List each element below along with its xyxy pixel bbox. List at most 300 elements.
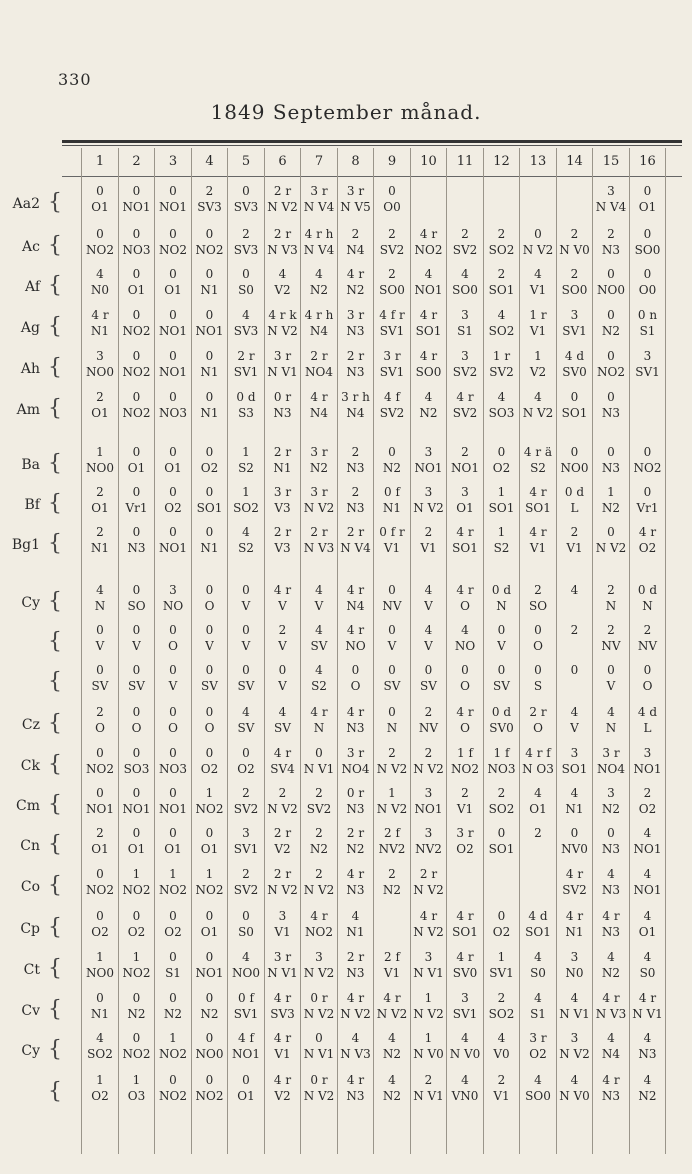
observation-cell: [411, 745, 447, 777]
observation-cell: [411, 226, 447, 258]
observation-cell: [192, 524, 228, 556]
cloud-value: 0: [205, 583, 214, 597]
cloud-value: 4: [242, 950, 250, 964]
wind-value: SV1: [489, 966, 514, 980]
cloud-value: 4 r: [346, 583, 365, 597]
observation-cell: [228, 389, 264, 421]
wind-value: O1: [127, 283, 146, 297]
observation-cell: [82, 785, 118, 817]
wind-value: N1: [200, 283, 219, 297]
wind-value: V: [278, 639, 287, 653]
station-name: Cy: [21, 595, 40, 611]
cloud-value: 0 r: [310, 1073, 328, 1087]
observation-cell: [301, 348, 337, 380]
cloud-value: 4: [497, 390, 506, 404]
cloud-value: 2: [643, 786, 652, 800]
cloud-value: 3 r h: [341, 390, 370, 404]
observation-cell: [557, 444, 593, 476]
station-name: Bf: [24, 497, 40, 513]
observation-cell: [192, 226, 228, 258]
wind-value: O: [95, 721, 105, 735]
day-header-8: 8: [351, 154, 360, 169]
wind-value: O: [168, 639, 178, 653]
cloud-value: 0 f r: [379, 525, 405, 539]
wind-value: SV3: [233, 324, 259, 338]
cloud-value: 0: [534, 663, 542, 677]
cloud-value: 4 r: [638, 525, 657, 539]
cloud-value: 3: [461, 485, 469, 499]
cloud-value: 3: [315, 950, 323, 964]
observation-cell: [520, 524, 556, 556]
observation-cell: [265, 949, 301, 981]
cloud-value: 4: [607, 705, 615, 719]
wind-value: SV1: [562, 324, 587, 338]
wind-value: O2: [456, 842, 474, 856]
cloud-value: 0: [132, 991, 141, 1005]
observation-cell: [484, 908, 520, 940]
wind-value: NO1: [159, 324, 187, 338]
observation-cell: [228, 662, 264, 694]
cloud-value: 1: [242, 485, 250, 499]
observation-cell: [119, 582, 155, 614]
cloud-value: 4 r: [602, 991, 620, 1005]
wind-value: V1: [456, 802, 474, 816]
wind-value: V1: [274, 1047, 291, 1061]
station-name: Cn: [20, 838, 40, 854]
observation-cell: [192, 949, 228, 981]
day-header-12: 12: [493, 154, 510, 169]
cloud-value: 0: [643, 485, 652, 499]
observation-cell: [338, 949, 374, 981]
cloud-value: 0: [169, 227, 177, 241]
cloud-value: 0: [132, 623, 141, 637]
observation-cell: [192, 389, 228, 421]
cloud-value: 2: [351, 227, 360, 241]
cloud-value: 0: [132, 485, 141, 499]
wind-value: NO1: [159, 802, 187, 816]
cloud-value: 3 r: [273, 950, 292, 964]
cloud-value: 4 r: [638, 991, 657, 1005]
observation-cell: [301, 825, 337, 857]
wind-value: S0: [238, 283, 254, 297]
row-brace: {: [48, 1079, 62, 1104]
cloud-value: 4: [497, 308, 506, 322]
cloud-value: 0: [205, 390, 214, 404]
wind-value: N1: [90, 1007, 110, 1021]
wind-value: N: [642, 599, 653, 613]
cloud-value: 4: [534, 390, 542, 404]
cloud-value: 2 r: [273, 184, 292, 198]
wind-value: NO1: [414, 283, 443, 297]
cloud-value: 4: [461, 1031, 469, 1045]
wind-value: SV3: [233, 243, 259, 257]
cloud-value: 0: [315, 1031, 323, 1045]
observation-cell: [411, 622, 447, 654]
cloud-value: 2: [461, 445, 469, 459]
wind-value: N3: [346, 966, 365, 980]
cloud-value: 0: [169, 184, 177, 198]
wind-value: NO2: [122, 365, 151, 379]
cloud-value: 0: [607, 267, 615, 281]
cloud-value: 3: [570, 1031, 579, 1045]
wind-value: NO: [454, 639, 476, 653]
wind-value: O1: [91, 501, 109, 515]
observation-cell: [520, 1072, 556, 1104]
observation-cell: [228, 484, 264, 516]
observation-cell: [301, 524, 337, 556]
observation-cell: [630, 266, 666, 298]
observation-cell: [228, 990, 264, 1022]
wind-value: NO2: [451, 762, 479, 776]
cloud-value: 2 r: [346, 826, 365, 840]
observation-cell: [119, 484, 155, 516]
wind-value: N2: [200, 1007, 219, 1021]
observation-cell: [155, 785, 191, 817]
cloud-value: 4: [461, 1073, 469, 1087]
cloud-value: 3 r: [529, 1031, 547, 1045]
cloud-value: 4: [570, 1073, 579, 1087]
cloud-value: 2 r: [346, 525, 365, 539]
wind-value: NO2: [633, 461, 662, 475]
wind-value: SO1: [196, 501, 223, 515]
wind-value: N: [605, 599, 617, 613]
wind-value: [520, 199, 556, 215]
cloud-value: 4: [534, 786, 542, 800]
wind-value: NO2: [159, 1047, 187, 1061]
wind-value: SO0: [561, 283, 588, 297]
cloud-value: 4: [570, 991, 579, 1005]
observation-cell: [192, 444, 228, 476]
observation-cell: [484, 266, 520, 298]
wind-value: O2: [91, 925, 109, 939]
wind-value: O3: [127, 1089, 146, 1103]
observation-cell: [484, 662, 520, 694]
observation-cell: [265, 785, 301, 817]
wind-value: O2: [200, 762, 219, 776]
wind-value: NO1: [633, 762, 662, 776]
observation-cell: [155, 226, 191, 258]
row-brace: {: [48, 997, 62, 1022]
observation-cell: [301, 745, 337, 777]
cloud-value: 0: [497, 445, 506, 459]
cloud-value: 1 f: [457, 746, 473, 760]
cloud-value: 4 r: [346, 1073, 365, 1087]
observation-cell: [155, 582, 191, 614]
wind-value: O1: [200, 925, 219, 939]
observation-cell: [374, 266, 410, 298]
wind-value: NO1: [232, 1047, 260, 1061]
cloud-value: 3: [570, 308, 579, 322]
wind-value: O: [460, 721, 470, 735]
cloud-value: 1: [424, 1031, 433, 1045]
wind-value: SO1: [488, 842, 515, 856]
row-brace: {: [48, 190, 62, 215]
observation-cell: [447, 1030, 483, 1062]
observation-cell: [192, 1072, 228, 1104]
observation-cell: [155, 745, 191, 777]
observation-cell: [630, 444, 666, 476]
station-name: Af: [24, 279, 40, 295]
day-header-1: 1: [95, 154, 105, 169]
cloud-value: 2: [388, 867, 396, 881]
wind-value: NO1: [86, 802, 114, 816]
cloud-value: 0: [205, 826, 214, 840]
top-rule-thick: [62, 140, 682, 143]
observation-cell: [520, 745, 556, 777]
observation-cell: [411, 582, 447, 614]
observation-cell: [265, 444, 301, 476]
observation-cell: [520, 266, 556, 298]
wind-value: N V2: [303, 501, 335, 515]
cloud-value: 2: [242, 786, 250, 800]
observation-cell: [155, 524, 191, 556]
row-brace: {: [48, 491, 62, 516]
cloud-value: 0: [96, 663, 104, 677]
cloud-value: 0: [205, 267, 214, 281]
observation-cell: [411, 704, 447, 736]
wind-value: O: [204, 721, 215, 735]
observation-cell: [374, 226, 410, 258]
day-header-5: 5: [241, 154, 251, 169]
wind-value: SO0: [525, 1089, 551, 1103]
wind-value: SO0: [379, 283, 405, 297]
observation-cell: [301, 866, 337, 898]
cloud-value: 1: [96, 445, 104, 459]
observation-cell: [593, 1072, 629, 1104]
observation-cell: [593, 908, 629, 940]
cloud-value: 0 f: [384, 485, 400, 499]
cloud-value: 4 r: [565, 867, 584, 881]
cloud-value: 4 r: [273, 583, 292, 597]
wind-value: N2: [419, 406, 438, 420]
cloud-value: 0: [169, 308, 177, 322]
cloud-value: 1 r: [529, 308, 547, 322]
wind-value: SO0: [415, 365, 442, 379]
cloud-value: 2: [570, 267, 579, 281]
station-name: Cz: [21, 717, 40, 733]
wind-value: NO4: [305, 365, 333, 379]
observation-cell: [82, 949, 118, 981]
wind-value: NO2: [122, 406, 151, 420]
cloud-value: 4: [643, 909, 652, 923]
wind-value: N V2: [267, 200, 298, 214]
wind-value: N V3: [340, 1047, 371, 1061]
observation-cell: [630, 745, 666, 777]
wind-value: N V1: [303, 1047, 335, 1061]
wind-value: S1: [530, 1007, 546, 1021]
observation-cell: [301, 266, 337, 298]
wind-value: SV1: [233, 842, 259, 856]
cloud-value: 0: [242, 583, 250, 597]
cloud-value: 3 r: [346, 308, 365, 322]
cloud-value: [447, 866, 483, 882]
wind-value: NO3: [122, 243, 151, 257]
observation-cell: [338, 990, 374, 1022]
cloud-value: 4 r: [456, 705, 474, 719]
wind-value: N V1: [267, 966, 298, 980]
observation-cell: [155, 389, 191, 421]
observation-cell: [411, 908, 447, 940]
wind-value: V1: [420, 541, 437, 555]
observation-cell: [630, 1072, 666, 1104]
day-header-6: 6: [278, 154, 287, 169]
observation-cell: [374, 745, 410, 777]
cloud-value: 4 r h: [304, 308, 334, 322]
wind-value: N2: [309, 842, 329, 856]
observation-cell: [265, 866, 301, 898]
wind-value: SO: [127, 599, 146, 613]
observation-cell: [374, 990, 410, 1022]
wind-value: V: [497, 639, 506, 653]
cloud-value: 4: [534, 267, 542, 281]
cloud-value: 4 r: [273, 1031, 292, 1045]
wind-value: N V4: [595, 200, 627, 214]
wind-value: NV: [637, 639, 658, 653]
observation-cell: [557, 622, 593, 654]
observation-cell: [192, 866, 228, 898]
cloud-value: 4 r: [602, 1073, 620, 1087]
observation-cell: [411, 524, 447, 556]
cloud-value: [557, 183, 593, 199]
observation-cell: [82, 183, 118, 215]
row-brace: {: [48, 711, 62, 736]
wind-value: N3: [346, 461, 365, 475]
cloud-value: 0: [132, 390, 141, 404]
cloud-value: [374, 908, 410, 924]
wind-value: SO1: [525, 925, 551, 939]
observation-cell: [630, 825, 666, 857]
observation-cell: [228, 866, 264, 898]
observation-cell: [228, 704, 264, 736]
observation-cell: [447, 825, 483, 857]
cloud-value: 0 d: [564, 485, 585, 499]
wind-value: O1: [91, 200, 109, 214]
wind-value: SO1: [561, 406, 588, 420]
wind-value: N3: [638, 1047, 657, 1061]
wind-value: N: [313, 721, 325, 735]
cloud-value: 0 r: [310, 991, 328, 1005]
cloud-value: 0: [169, 663, 177, 677]
wind-value: N V0: [449, 1047, 481, 1061]
cloud-value: 3 r: [346, 184, 365, 198]
wind-value: NV0: [561, 842, 588, 856]
observation-cell: [593, 389, 629, 421]
station-name: Bg1: [11, 537, 40, 553]
observation-cell: [374, 662, 410, 694]
observation-cell: [520, 866, 556, 898]
cloud-value: 0: [96, 909, 104, 923]
observation-cell: [119, 307, 155, 339]
observation-cell: [119, 389, 155, 421]
cloud-value: 4 r: [273, 746, 292, 760]
wind-value: O: [460, 679, 470, 693]
observation-cell: [192, 183, 228, 215]
observation-cell: [82, 582, 118, 614]
wind-value: V3: [274, 541, 291, 555]
wind-value: N V2: [413, 501, 444, 515]
observation-cell: [265, 825, 301, 857]
observation-cell: [119, 444, 155, 476]
observation-cell: [630, 524, 666, 556]
wind-value: S2: [493, 541, 510, 555]
observation-cell: [228, 1030, 264, 1062]
cloud-value: 0 n: [637, 308, 658, 322]
cloud-value: 4: [96, 583, 104, 597]
day-header-15: 15: [602, 154, 620, 169]
observation-cell: [82, 990, 118, 1022]
observation-cell: [630, 307, 666, 339]
observation-cell: [630, 389, 666, 421]
wind-value: N3: [601, 461, 621, 475]
cloud-value: 3: [424, 485, 433, 499]
cloud-value: 0: [132, 746, 141, 760]
wind-value: N V0: [413, 1047, 444, 1061]
cloud-value: 0: [169, 485, 177, 499]
cloud-value: 2: [570, 623, 579, 637]
cloud-value: 4 r ä: [523, 445, 553, 459]
cloud-value: 0 r: [273, 390, 292, 404]
wind-value: N V2: [413, 1007, 444, 1021]
observation-cell: [484, 949, 520, 981]
day-header-16: 16: [639, 154, 656, 169]
observation-cell: [520, 622, 556, 654]
cloud-value: 4: [315, 583, 323, 597]
observation-cell: [228, 825, 264, 857]
cloud-value: 4 r: [346, 991, 365, 1005]
day-header-4: 4: [205, 154, 214, 169]
wind-value: NO2: [122, 883, 151, 897]
wind-value: O1: [237, 1089, 255, 1103]
observation-cell: [374, 908, 410, 940]
cloud-value: 0: [169, 445, 177, 459]
cloud-value: 4 f r: [379, 308, 405, 322]
cloud-value: 4 r: [419, 308, 438, 322]
wind-value: N0: [565, 966, 584, 980]
observation-cell: [374, 524, 410, 556]
cloud-value: 2: [461, 786, 469, 800]
cloud-value: 3: [96, 349, 104, 363]
observation-cell: [82, 745, 118, 777]
cloud-value: 0: [570, 445, 579, 459]
observation-cell: [630, 785, 666, 817]
observation-cell: [155, 444, 191, 476]
wind-value: N V0: [559, 243, 590, 257]
wind-value: [484, 882, 520, 898]
wind-value: N2: [601, 802, 621, 816]
cloud-value: 0: [169, 786, 177, 800]
observation-cell: [301, 226, 337, 258]
wind-value: O1: [91, 842, 109, 856]
cloud-value: 3 r: [310, 485, 328, 499]
wind-value: NV: [418, 721, 439, 735]
cloud-value: 2: [205, 184, 214, 198]
cloud-value: 2 f: [384, 826, 400, 840]
observation-cell: [593, 183, 629, 215]
observation-cell: [119, 785, 155, 817]
wind-value: NO4: [597, 762, 625, 776]
cloud-value: 0: [643, 445, 652, 459]
wind-value: N3: [346, 365, 365, 379]
observation-cell: [411, 662, 447, 694]
observation-cell: [593, 348, 629, 380]
observation-cell: [447, 745, 483, 777]
wind-value: O2: [492, 461, 511, 475]
cloud-value: 4 r: [91, 308, 109, 322]
observation-cell: [301, 183, 337, 215]
observation-cell: [630, 622, 666, 654]
cloud-value: 4: [497, 1031, 506, 1045]
wind-value: NO2: [122, 1047, 151, 1061]
